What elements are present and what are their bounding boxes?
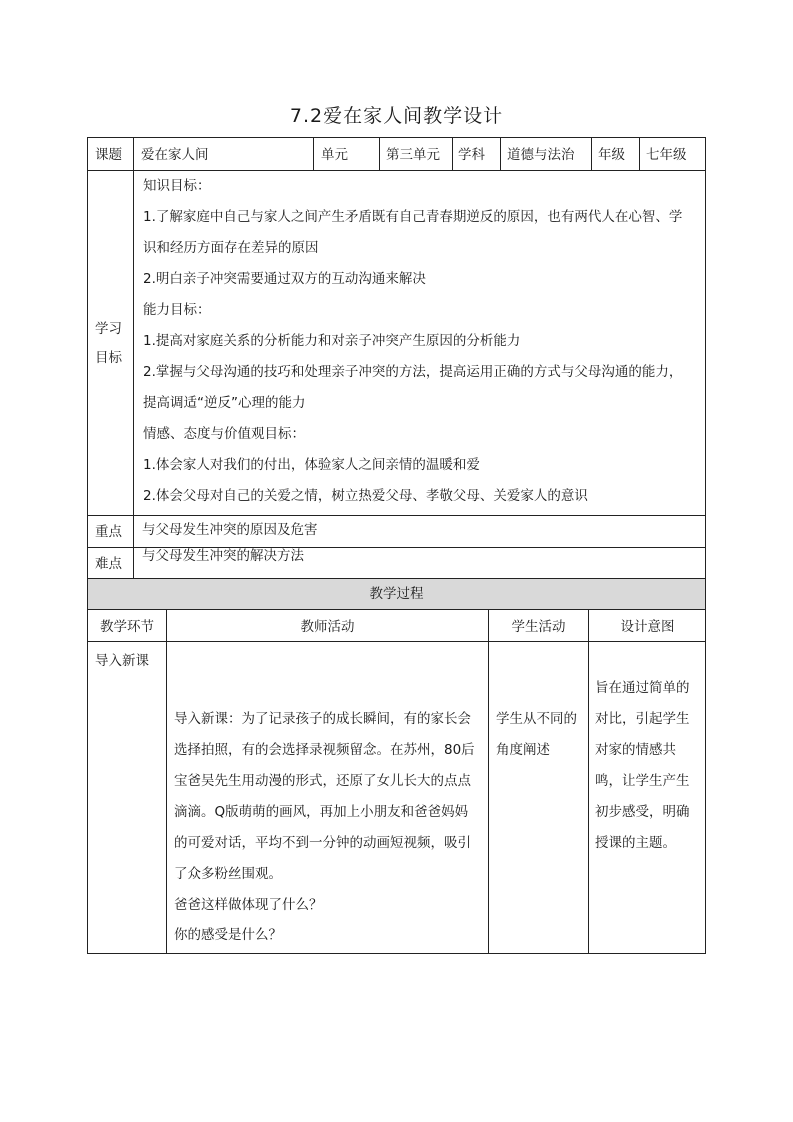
goal-line: 1.提高对家庭关系的分析能力和对亲子冲突产生原因的分析能力 [143,333,521,349]
student-line: 学生从不同的 [496,711,577,727]
key-point-label: 重点 [95,524,122,540]
intent-line: 对家的情感共 [595,742,676,758]
goal-line: 2.明白亲子冲突需要通过双方的互动沟通来解决 [143,271,426,287]
process-title: 教学过程 [369,586,424,602]
header-divider [639,137,640,171]
unit-value: 第三单元 [386,147,440,163]
header-divider [313,137,314,171]
column-divider [166,609,167,954]
unit-label: 单元 [321,147,348,163]
column-divider [488,609,489,954]
goals-label: 学习 [95,321,122,337]
goals-content [143,171,703,512]
goal-line: 提高调适“逆反”心理的能力 [143,395,306,411]
intent-line: 鸣，让学生产生 [595,773,690,789]
subject-label: 学科 [458,147,485,163]
teacher-line: 宝爸吴先生用动漫的形式，还原了女儿长大的点点 [174,773,471,789]
intent-line: 旨在通过简单的 [595,680,690,696]
intent-line: 初步感受，明确 [595,804,690,820]
goal-line: 1.了解家庭中自己与家人之间产生矛盾既有自己青春期逆反的原因，也有两代人在心智、学 [143,209,683,225]
goals-label: 目标 [95,350,122,366]
column-header: 学生活动 [511,619,566,635]
column-header: 教师活动 [300,619,355,635]
column-divider [588,609,589,954]
difficult-point-label: 难点 [95,556,122,572]
intent-line: 授课的主题。 [595,835,676,851]
goal-line: 2.掌握与父母沟通的技巧和处理亲子冲突的方法，提高运用正确的方式与父母沟通的能力， [143,364,683,380]
goal-line: 能力目标： [143,302,211,318]
document-title: 7.2爱在家人间教学设计 [289,105,504,127]
teacher-line: 你的感受是什么？ [174,927,282,943]
teacher-line: 了众多粉丝围观。 [174,866,282,882]
student-activity [496,704,586,766]
goal-line: 知识目标： [143,178,211,194]
subject-value: 道德与法治 [507,147,575,163]
teacher-activity [174,704,486,950]
teacher-line: 的可爱对话，平均不到一分钟的动画短视频，吸引 [174,835,471,851]
student-line: 角度阐述 [496,742,550,758]
difficult-point-value: 与父母发生冲突的解决方法 [142,548,304,564]
intent-line: 对比，引起学生 [595,711,690,727]
teacher-line: 导入新课：为了记录孩子的成长瞬间，有的家长会 [174,711,471,727]
grade-label: 年级 [598,147,625,163]
goal-line: 情感、态度与价值观目标： [143,426,305,442]
teacher-line: 滴滴。Q版萌萌的画风，再加上小朋友和爸爸妈妈 [174,804,469,820]
design-intent [595,673,705,859]
header-divider [133,137,134,171]
ketí-value: 爱在家人间 [141,147,209,163]
goal-line: 1.体会家人对我们的付出，体验家人之间亲情的温暖和爱 [143,457,480,473]
teacher-line: 爸爸这样做体现了什么？ [174,897,323,913]
key-point-value: 与父母发生冲突的原因及危害 [142,522,318,538]
header-divider [379,137,380,171]
header-divider [452,137,453,171]
header-divider [591,137,592,171]
ketí-label: 课题 [95,147,122,163]
goal-line: 2.体会父母对自己的关爱之情，树立热爱父母、孝敬父母、关爱家人的意识 [143,488,588,504]
header-divider [500,137,501,171]
column-header: 设计意图 [620,619,675,635]
teacher-line: 选择拍照，有的会选择录视频留念。在苏州，80后 [174,742,475,758]
stage-cell: 导入新课 [95,653,149,669]
grade-value: 七年级 [646,147,687,163]
goal-line: 识和经历方面存在差异的原因 [143,240,319,256]
column-header: 教学环节 [100,619,154,635]
